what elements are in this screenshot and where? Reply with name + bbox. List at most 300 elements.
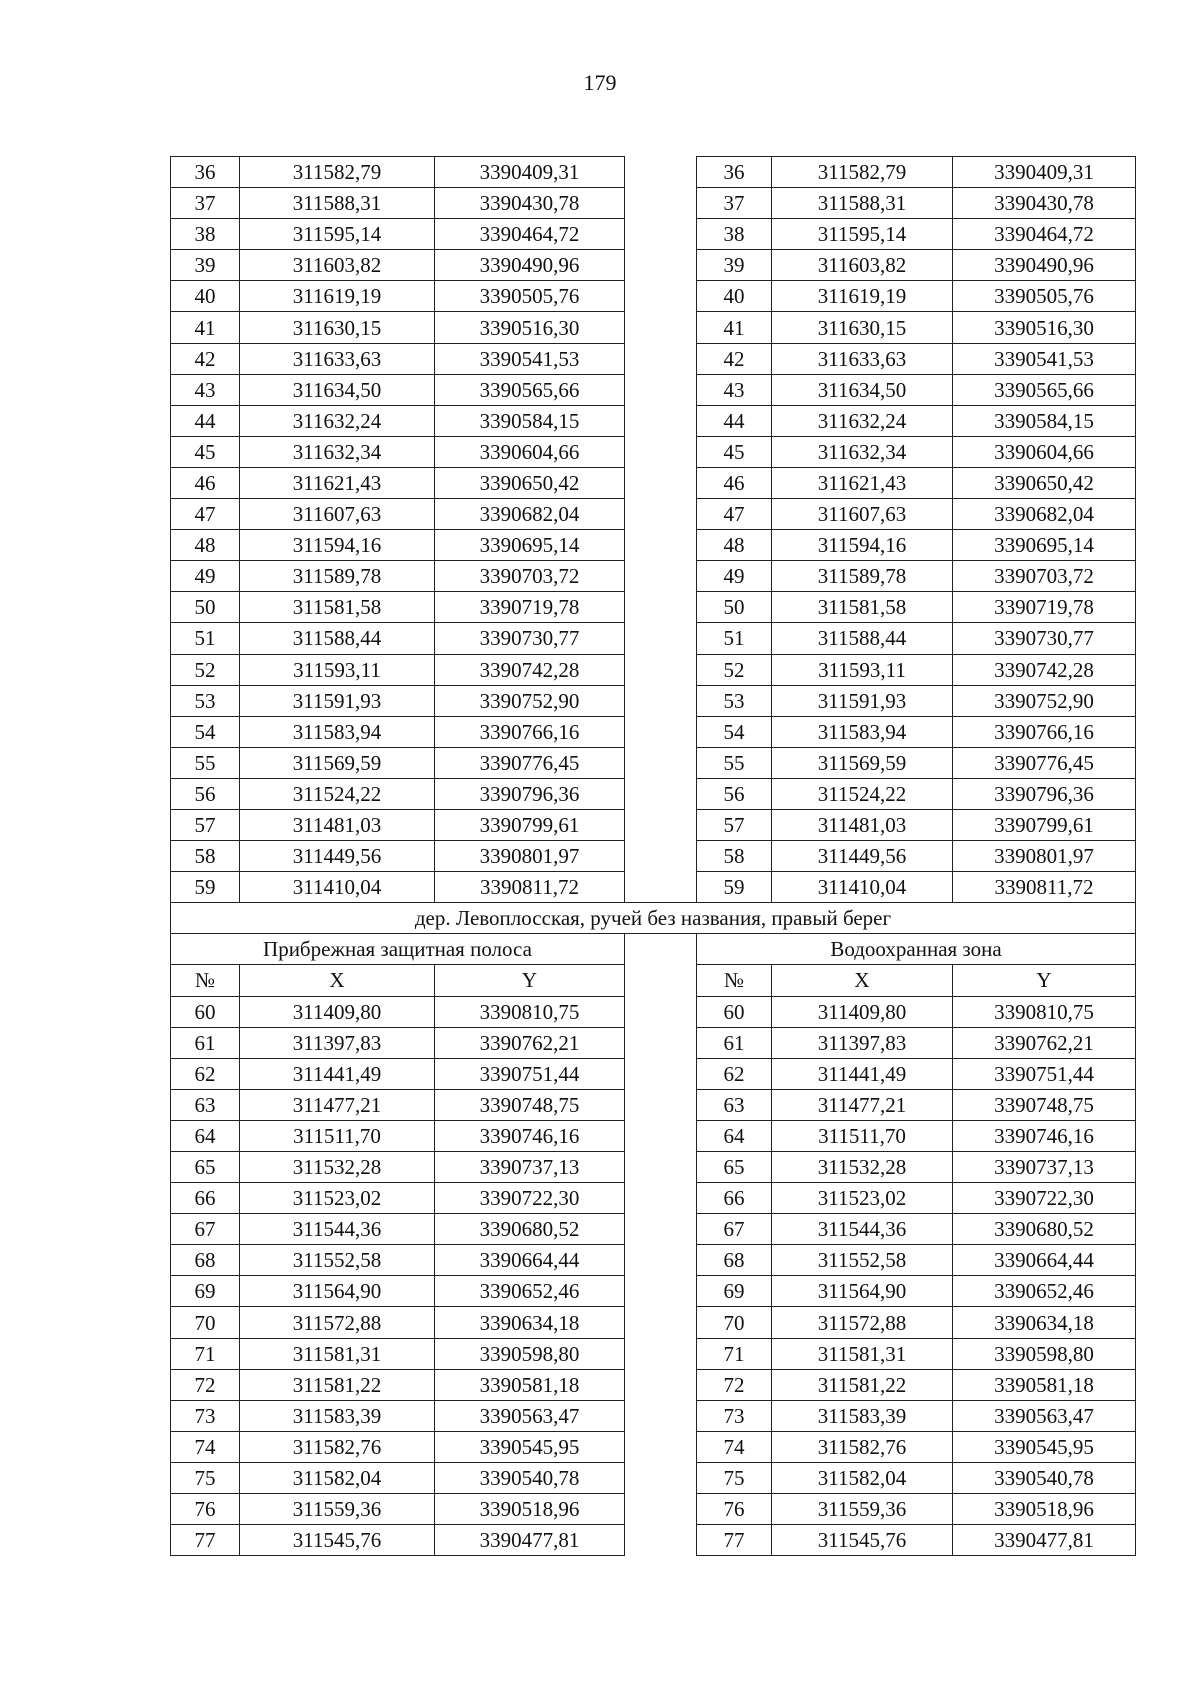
right-y-coordinate: 3390516,30 <box>953 312 1136 343</box>
right-y-coordinate: 3390545,95 <box>953 1431 1136 1462</box>
page-number: 179 <box>583 70 617 95</box>
right-point-number: 38 <box>697 219 772 250</box>
left-point-number: 67 <box>171 1214 240 1245</box>
right-point-number: 65 <box>697 1152 772 1183</box>
left-x-coordinate: 311559,36 <box>240 1494 435 1525</box>
table-gap <box>625 219 697 250</box>
table-row <box>171 809 1136 840</box>
table-row <box>171 1276 1136 1307</box>
right-x-coordinate: 311588,44 <box>772 623 953 654</box>
section-2-rows <box>171 996 1136 1556</box>
right-x-coordinate: 311634,50 <box>772 374 953 405</box>
right-point-number: 63 <box>697 1089 772 1120</box>
right-y-coordinate: 3390682,04 <box>953 499 1136 530</box>
left-y-coordinate: 3390796,36 <box>435 778 625 809</box>
right-y-coordinate: 3390722,30 <box>953 1183 1136 1214</box>
left-y-coordinate: 3390598,80 <box>435 1338 625 1369</box>
table-gap <box>625 1307 697 1338</box>
right-y-coordinate: 3390505,76 <box>953 281 1136 312</box>
table-gap <box>625 747 697 778</box>
right-y-coordinate: 3390565,66 <box>953 374 1136 405</box>
table-row <box>171 343 1136 374</box>
left-x-coordinate: 311632,24 <box>240 405 435 436</box>
left-x-coordinate: 311588,31 <box>240 188 435 219</box>
right-point-number: 60 <box>697 996 772 1027</box>
table-row <box>171 188 1136 219</box>
left-y-coordinate: 3390634,18 <box>435 1307 625 1338</box>
column-header-row <box>171 965 1136 996</box>
table-gap <box>625 530 697 561</box>
right-x-coordinate: 311595,14 <box>772 219 953 250</box>
right-x-coordinate: 311582,76 <box>772 1431 953 1462</box>
left-point-number: 41 <box>171 312 240 343</box>
right-y-coordinate: 3390751,44 <box>953 1058 1136 1089</box>
table-row <box>171 1214 1136 1245</box>
right-x-coordinate: 311633,63 <box>772 343 953 374</box>
left-col-header-x: X <box>240 965 435 996</box>
table-row <box>171 1462 1136 1493</box>
table-row <box>171 561 1136 592</box>
table-row <box>171 1183 1136 1214</box>
right-x-coordinate: 311544,36 <box>772 1214 953 1245</box>
left-x-coordinate: 311524,22 <box>240 778 435 809</box>
left-x-coordinate: 311593,11 <box>240 654 435 685</box>
right-y-coordinate: 3390801,97 <box>953 841 1136 872</box>
table-row <box>171 467 1136 498</box>
right-x-coordinate: 311589,78 <box>772 561 953 592</box>
table-gap <box>625 1120 697 1151</box>
left-point-number: 57 <box>171 809 240 840</box>
table-row <box>171 436 1136 467</box>
left-point-number: 63 <box>171 1089 240 1120</box>
right-point-number: 36 <box>697 157 772 188</box>
left-point-number: 38 <box>171 219 240 250</box>
right-point-number: 72 <box>697 1369 772 1400</box>
left-point-number: 75 <box>171 1462 240 1493</box>
right-x-coordinate: 311441,49 <box>772 1058 953 1089</box>
right-y-coordinate: 3390695,14 <box>953 530 1136 561</box>
table-row <box>171 1400 1136 1431</box>
table-gap <box>625 188 697 219</box>
right-y-coordinate: 3390541,53 <box>953 343 1136 374</box>
right-y-coordinate: 3390810,75 <box>953 996 1136 1027</box>
left-y-coordinate: 3390752,90 <box>435 685 625 716</box>
table-gap <box>625 841 697 872</box>
right-x-coordinate: 311409,80 <box>772 996 953 1027</box>
left-y-coordinate: 3390584,15 <box>435 405 625 436</box>
left-x-coordinate: 311621,43 <box>240 467 435 498</box>
right-point-number: 69 <box>697 1276 772 1307</box>
left-point-number: 66 <box>171 1183 240 1214</box>
left-y-coordinate: 3390722,30 <box>435 1183 625 1214</box>
section-title: дер. Левоплосская, ручей без названия, правый берег <box>171 903 1136 934</box>
left-y-coordinate: 3390799,61 <box>435 809 625 840</box>
table-gap <box>625 996 697 1027</box>
right-x-coordinate: 311632,34 <box>772 436 953 467</box>
right-point-number: 53 <box>697 685 772 716</box>
table-gap <box>625 1245 697 1276</box>
table-row <box>171 250 1136 281</box>
right-y-coordinate: 3390742,28 <box>953 654 1136 685</box>
right-point-number: 43 <box>697 374 772 405</box>
table-gap <box>625 872 697 903</box>
left-y-coordinate: 3390581,18 <box>435 1369 625 1400</box>
right-col-header-number: № <box>697 965 772 996</box>
right-x-coordinate: 311449,56 <box>772 841 953 872</box>
right-y-coordinate: 3390584,15 <box>953 405 1136 436</box>
left-point-number: 39 <box>171 250 240 281</box>
table-row <box>171 1525 1136 1556</box>
right-col-header-y: Y <box>953 965 1136 996</box>
left-y-coordinate: 3390801,97 <box>435 841 625 872</box>
left-x-coordinate: 311588,44 <box>240 623 435 654</box>
right-x-coordinate: 311594,16 <box>772 530 953 561</box>
left-x-coordinate: 311409,80 <box>240 996 435 1027</box>
left-y-coordinate: 3390477,81 <box>435 1525 625 1556</box>
right-point-number: 37 <box>697 188 772 219</box>
right-x-coordinate: 311621,43 <box>772 467 953 498</box>
right-y-coordinate: 3390664,44 <box>953 1245 1136 1276</box>
left-x-coordinate: 311591,93 <box>240 685 435 716</box>
left-point-number: 73 <box>171 1400 240 1431</box>
left-y-coordinate: 3390746,16 <box>435 1120 625 1151</box>
table-gap <box>625 343 697 374</box>
right-point-number: 46 <box>697 467 772 498</box>
table-row <box>171 1307 1136 1338</box>
right-x-coordinate: 311582,79 <box>772 157 953 188</box>
left-x-coordinate: 311634,50 <box>240 374 435 405</box>
table-row <box>171 1027 1136 1058</box>
left-x-coordinate: 311532,28 <box>240 1152 435 1183</box>
right-x-coordinate: 311588,31 <box>772 188 953 219</box>
left-y-coordinate: 3390545,95 <box>435 1431 625 1462</box>
left-y-coordinate: 3390776,45 <box>435 747 625 778</box>
right-y-coordinate: 3390604,66 <box>953 436 1136 467</box>
right-point-number: 74 <box>697 1431 772 1462</box>
table-gap <box>625 1494 697 1525</box>
left-y-coordinate: 3390810,75 <box>435 996 625 1027</box>
left-point-number: 55 <box>171 747 240 778</box>
right-y-coordinate: 3390581,18 <box>953 1369 1136 1400</box>
right-point-number: 48 <box>697 530 772 561</box>
left-x-coordinate: 311583,94 <box>240 716 435 747</box>
right-point-number: 77 <box>697 1525 772 1556</box>
left-x-coordinate: 311630,15 <box>240 312 435 343</box>
right-point-number: 40 <box>697 281 772 312</box>
left-y-coordinate: 3390762,21 <box>435 1027 625 1058</box>
table-gap <box>625 312 697 343</box>
left-point-number: 42 <box>171 343 240 374</box>
left-y-coordinate: 3390464,72 <box>435 219 625 250</box>
left-point-number: 51 <box>171 623 240 654</box>
table-gap <box>625 1214 697 1245</box>
left-point-number: 58 <box>171 841 240 872</box>
coordinates-table <box>170 156 1136 1556</box>
left-y-coordinate: 3390565,66 <box>435 374 625 405</box>
right-point-number: 51 <box>697 623 772 654</box>
table-row <box>171 219 1136 250</box>
table-gap <box>625 965 697 996</box>
left-subtitle: Прибрежная защитная полоса <box>171 934 625 965</box>
right-subtitle: Водоохранная зона <box>697 934 1136 965</box>
right-x-coordinate: 311523,02 <box>772 1183 953 1214</box>
table-row <box>171 654 1136 685</box>
left-x-coordinate: 311619,19 <box>240 281 435 312</box>
right-x-coordinate: 311511,70 <box>772 1120 953 1151</box>
left-x-coordinate: 311595,14 <box>240 219 435 250</box>
left-point-number: 36 <box>171 157 240 188</box>
table-gap <box>625 374 697 405</box>
table-row <box>171 312 1136 343</box>
left-y-coordinate: 3390695,14 <box>435 530 625 561</box>
right-point-number: 64 <box>697 1120 772 1151</box>
table-gap <box>625 716 697 747</box>
left-point-number: 49 <box>171 561 240 592</box>
right-point-number: 47 <box>697 499 772 530</box>
right-point-number: 45 <box>697 436 772 467</box>
table-gap <box>625 1089 697 1120</box>
table-gap <box>625 1183 697 1214</box>
right-y-coordinate: 3390563,47 <box>953 1400 1136 1431</box>
left-point-number: 76 <box>171 1494 240 1525</box>
left-x-coordinate: 311511,70 <box>240 1120 435 1151</box>
right-x-coordinate: 311564,90 <box>772 1276 953 1307</box>
table-row <box>171 499 1136 530</box>
table-gap <box>625 685 697 716</box>
right-x-coordinate: 311581,31 <box>772 1338 953 1369</box>
left-point-number: 60 <box>171 996 240 1027</box>
right-point-number: 44 <box>697 405 772 436</box>
left-y-coordinate: 3390680,52 <box>435 1214 625 1245</box>
right-y-coordinate: 3390730,77 <box>953 623 1136 654</box>
right-point-number: 75 <box>697 1462 772 1493</box>
left-y-coordinate: 3390748,75 <box>435 1089 625 1120</box>
right-y-coordinate: 3390540,78 <box>953 1462 1136 1493</box>
right-point-number: 71 <box>697 1338 772 1369</box>
left-x-coordinate: 311481,03 <box>240 809 435 840</box>
left-x-coordinate: 311582,79 <box>240 157 435 188</box>
right-y-coordinate: 3390811,72 <box>953 872 1136 903</box>
left-point-number: 40 <box>171 281 240 312</box>
table-gap <box>625 623 697 654</box>
right-point-number: 61 <box>697 1027 772 1058</box>
left-point-number: 69 <box>171 1276 240 1307</box>
left-x-coordinate: 311410,04 <box>240 872 435 903</box>
table-gap <box>625 467 697 498</box>
right-point-number: 66 <box>697 1183 772 1214</box>
table-gap <box>625 157 697 188</box>
right-x-coordinate: 311481,03 <box>772 809 953 840</box>
right-x-coordinate: 311572,88 <box>772 1307 953 1338</box>
left-x-coordinate: 311477,21 <box>240 1089 435 1120</box>
right-col-header-x: X <box>772 965 953 996</box>
left-point-number: 45 <box>171 436 240 467</box>
table-gap <box>625 1276 697 1307</box>
left-x-coordinate: 311607,63 <box>240 499 435 530</box>
left-x-coordinate: 311569,59 <box>240 747 435 778</box>
right-y-coordinate: 3390776,45 <box>953 747 1136 778</box>
left-point-number: 46 <box>171 467 240 498</box>
left-y-coordinate: 3390730,77 <box>435 623 625 654</box>
left-col-header-number: № <box>171 965 240 996</box>
right-point-number: 52 <box>697 654 772 685</box>
table-gap <box>625 499 697 530</box>
left-y-coordinate: 3390505,76 <box>435 281 625 312</box>
left-point-number: 52 <box>171 654 240 685</box>
right-point-number: 70 <box>697 1307 772 1338</box>
left-x-coordinate: 311552,58 <box>240 1245 435 1276</box>
table-row <box>171 778 1136 809</box>
right-x-coordinate: 311603,82 <box>772 250 953 281</box>
right-y-coordinate: 3390680,52 <box>953 1214 1136 1245</box>
right-point-number: 58 <box>697 841 772 872</box>
table-gap <box>625 934 697 965</box>
table-row <box>171 1494 1136 1525</box>
left-point-number: 77 <box>171 1525 240 1556</box>
table-row <box>171 530 1136 561</box>
table-gap <box>625 1431 697 1462</box>
table-gap <box>625 1338 697 1369</box>
left-col-header-y: Y <box>435 965 625 996</box>
right-x-coordinate: 311477,21 <box>772 1089 953 1120</box>
left-y-coordinate: 3390518,96 <box>435 1494 625 1525</box>
table-row <box>171 592 1136 623</box>
left-point-number: 65 <box>171 1152 240 1183</box>
left-point-number: 48 <box>171 530 240 561</box>
left-x-coordinate: 311583,39 <box>240 1400 435 1431</box>
right-y-coordinate: 3390752,90 <box>953 685 1136 716</box>
right-x-coordinate: 311569,59 <box>772 747 953 778</box>
left-point-number: 54 <box>171 716 240 747</box>
right-point-number: 62 <box>697 1058 772 1089</box>
right-x-coordinate: 311593,11 <box>772 654 953 685</box>
table-row <box>171 747 1136 778</box>
table-row <box>171 1338 1136 1369</box>
table-row <box>171 872 1136 903</box>
right-point-number: 56 <box>697 778 772 809</box>
left-x-coordinate: 311572,88 <box>240 1307 435 1338</box>
table-row <box>171 1089 1136 1120</box>
left-y-coordinate: 3390490,96 <box>435 250 625 281</box>
left-point-number: 44 <box>171 405 240 436</box>
table-row <box>171 685 1136 716</box>
right-x-coordinate: 311583,94 <box>772 716 953 747</box>
right-y-coordinate: 3390598,80 <box>953 1338 1136 1369</box>
table-row <box>171 1431 1136 1462</box>
right-point-number: 42 <box>697 343 772 374</box>
table-row <box>171 1245 1136 1276</box>
left-x-coordinate: 311582,04 <box>240 1462 435 1493</box>
left-point-number: 71 <box>171 1338 240 1369</box>
table-gap <box>625 809 697 840</box>
left-point-number: 68 <box>171 1245 240 1276</box>
table-gap <box>625 1525 697 1556</box>
right-point-number: 59 <box>697 872 772 903</box>
left-x-coordinate: 311441,49 <box>240 1058 435 1089</box>
left-point-number: 64 <box>171 1120 240 1151</box>
left-y-coordinate: 3390751,44 <box>435 1058 625 1089</box>
left-y-coordinate: 3390766,16 <box>435 716 625 747</box>
left-y-coordinate: 3390563,47 <box>435 1400 625 1431</box>
table-gap <box>625 250 697 281</box>
left-point-number: 56 <box>171 778 240 809</box>
table-row <box>171 996 1136 1027</box>
table-row <box>171 374 1136 405</box>
left-y-coordinate: 3390703,72 <box>435 561 625 592</box>
right-y-coordinate: 3390518,96 <box>953 1494 1136 1525</box>
left-y-coordinate: 3390430,78 <box>435 188 625 219</box>
left-point-number: 70 <box>171 1307 240 1338</box>
table-gap <box>625 1462 697 1493</box>
left-y-coordinate: 3390650,42 <box>435 467 625 498</box>
subtitle-row <box>171 934 1136 965</box>
right-x-coordinate: 311632,24 <box>772 405 953 436</box>
left-point-number: 59 <box>171 872 240 903</box>
right-y-coordinate: 3390430,78 <box>953 188 1136 219</box>
right-x-coordinate: 311545,76 <box>772 1525 953 1556</box>
right-point-number: 67 <box>697 1214 772 1245</box>
left-point-number: 61 <box>171 1027 240 1058</box>
left-y-coordinate: 3390811,72 <box>435 872 625 903</box>
table-gap <box>625 592 697 623</box>
left-point-number: 37 <box>171 188 240 219</box>
right-point-number: 55 <box>697 747 772 778</box>
section-title-row <box>171 903 1136 934</box>
left-x-coordinate: 311397,83 <box>240 1027 435 1058</box>
table-row <box>171 281 1136 312</box>
table-gap <box>625 281 697 312</box>
right-y-coordinate: 3390703,72 <box>953 561 1136 592</box>
right-y-coordinate: 3390766,16 <box>953 716 1136 747</box>
left-y-coordinate: 3390742,28 <box>435 654 625 685</box>
table-gap <box>625 654 697 685</box>
table-row <box>171 716 1136 747</box>
table-row <box>171 157 1136 188</box>
left-point-number: 47 <box>171 499 240 530</box>
left-y-coordinate: 3390664,44 <box>435 1245 625 1276</box>
table-row <box>171 1152 1136 1183</box>
left-x-coordinate: 311581,31 <box>240 1338 435 1369</box>
left-x-coordinate: 311603,82 <box>240 250 435 281</box>
right-y-coordinate: 3390650,42 <box>953 467 1136 498</box>
left-y-coordinate: 3390541,53 <box>435 343 625 374</box>
right-y-coordinate: 3390737,13 <box>953 1152 1136 1183</box>
right-x-coordinate: 311591,93 <box>772 685 953 716</box>
table-gap <box>625 1369 697 1400</box>
left-x-coordinate: 311633,63 <box>240 343 435 374</box>
left-y-coordinate: 3390719,78 <box>435 592 625 623</box>
right-point-number: 73 <box>697 1400 772 1431</box>
left-y-coordinate: 3390604,66 <box>435 436 625 467</box>
right-point-number: 54 <box>697 716 772 747</box>
right-point-number: 49 <box>697 561 772 592</box>
left-point-number: 62 <box>171 1058 240 1089</box>
right-point-number: 76 <box>697 1494 772 1525</box>
right-x-coordinate: 311630,15 <box>772 312 953 343</box>
left-y-coordinate: 3390737,13 <box>435 1152 625 1183</box>
left-x-coordinate: 311449,56 <box>240 841 435 872</box>
right-x-coordinate: 311559,36 <box>772 1494 953 1525</box>
right-point-number: 41 <box>697 312 772 343</box>
left-x-coordinate: 311632,34 <box>240 436 435 467</box>
right-y-coordinate: 3390464,72 <box>953 219 1136 250</box>
right-y-coordinate: 3390796,36 <box>953 778 1136 809</box>
table-row <box>171 623 1136 654</box>
left-x-coordinate: 311564,90 <box>240 1276 435 1307</box>
right-y-coordinate: 3390477,81 <box>953 1525 1136 1556</box>
right-x-coordinate: 311532,28 <box>772 1152 953 1183</box>
left-x-coordinate: 311545,76 <box>240 1525 435 1556</box>
